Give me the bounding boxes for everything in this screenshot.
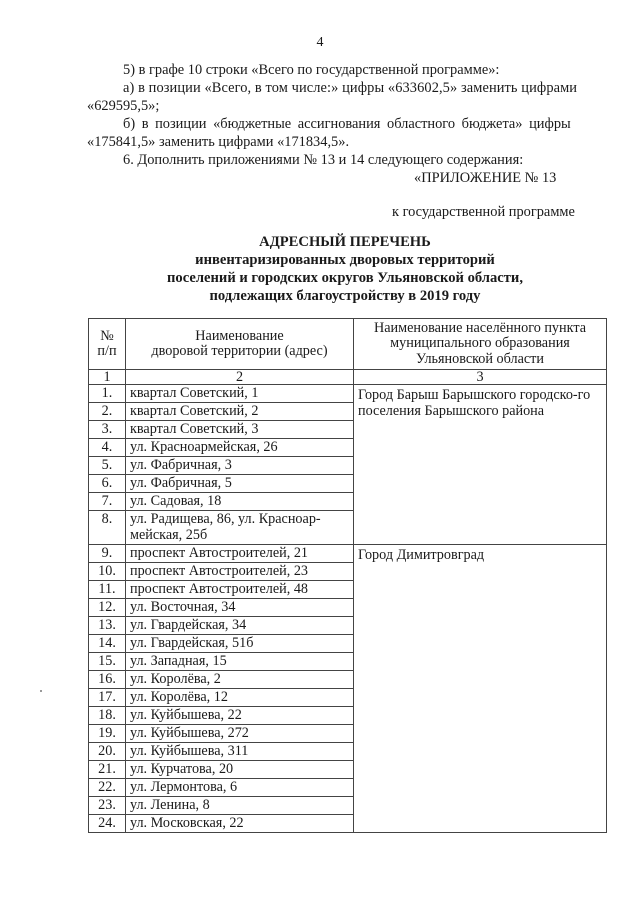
row-address: ул. Радищева, 86, ул. Красноар-мейская, 25б: [126, 511, 354, 545]
row-number: 15.: [89, 653, 126, 671]
row-number: 24.: [89, 815, 126, 833]
row-number: 3.: [89, 421, 126, 439]
header-address: [126, 319, 354, 370]
table-row: [89, 385, 607, 403]
row-number: 21.: [89, 761, 126, 779]
row-address: квартал Советский, 2: [126, 403, 354, 421]
amendment-line-5: «175841,5» заменить цифрами «171834,5».: [87, 134, 350, 150]
amendment-line-2: а) в позиции «Всего, в том числе:» цифры «633602,5» заменить цифрами: [123, 80, 578, 96]
row-number: 8.: [89, 511, 126, 545]
table-body: [89, 385, 607, 833]
title-line-4: подлежащих благоустройству в 2019 году: [209, 288, 481, 304]
row-number: 12.: [89, 599, 126, 617]
row-address: проспект Автостроителей, 21: [126, 545, 354, 563]
row-number: 7.: [89, 493, 126, 511]
header-number-abbr: п/п: [97, 343, 117, 359]
appendix-subtitle: к государственной программе: [392, 204, 575, 220]
header-locality: [354, 319, 607, 370]
page-number: 4: [316, 35, 324, 50]
header-address-line1: Наименование: [195, 327, 284, 344]
row-number: 13.: [89, 617, 126, 635]
row-address: ул. Московская, 22: [126, 815, 354, 833]
row-locality: Город Димитровград: [354, 545, 607, 833]
row-address: ул. Лермонтова, 6: [126, 779, 354, 797]
header-locality-line3: Ульяновской области: [416, 350, 544, 367]
row-locality: Город Барыш Барышского городско-го поселения Барышского района: [354, 385, 607, 545]
row-address: ул. Восточная, 34: [126, 599, 354, 617]
row-number: 19.: [89, 725, 126, 743]
row-number: 5.: [89, 457, 126, 475]
row-address: ул. Западная, 15: [126, 653, 354, 671]
header-locality-line2: муниципального образования: [390, 335, 570, 352]
title-line-3: поселений и городских округов Ульяновской области,: [167, 270, 523, 286]
row-address: ул. Садовая, 18: [126, 493, 354, 511]
row-address: квартал Советский, 3: [126, 421, 354, 439]
scan-speck: [40, 690, 42, 692]
column-number-2: 2: [126, 370, 354, 385]
address-table: [88, 318, 607, 833]
title-line-2: инвентаризированных дворовых территорий: [195, 252, 495, 268]
amendment-line-1: 5) в графе 10 строки «Всего по государственной программе»:: [123, 62, 500, 78]
amendment-line-3: «629595,5»;: [87, 98, 160, 114]
header-address-line2: дворовой территории (адрес): [151, 343, 328, 359]
row-number: 20.: [89, 743, 126, 761]
row-number: 11.: [89, 581, 126, 599]
row-address: ул. Курчатова, 20: [126, 761, 354, 779]
row-number: 14.: [89, 635, 126, 653]
appendix-label: «ПРИЛОЖЕНИЕ № 13: [414, 170, 557, 186]
row-address: ул. Ленина, 8: [126, 797, 354, 815]
row-address: ул. Королёва, 12: [126, 689, 354, 707]
row-number: 10.: [89, 563, 126, 581]
header-number: [89, 319, 126, 370]
column-number-3: 3: [354, 370, 607, 385]
row-number: 4.: [89, 439, 126, 457]
row-address: квартал Советский, 1: [126, 385, 354, 403]
row-number: 2.: [89, 403, 126, 421]
row-number: 9.: [89, 545, 126, 563]
column-number-1: 1: [89, 370, 126, 385]
row-number: 17.: [89, 689, 126, 707]
row-address: проспект Автостроителей, 48: [126, 581, 354, 599]
row-number: 23.: [89, 797, 126, 815]
row-number: 6.: [89, 475, 126, 493]
row-address: ул. Куйбышева, 22: [126, 707, 354, 725]
column-number-row: [89, 370, 607, 385]
title-line-1: АДРЕСНЫЙ ПЕРЕЧЕНЬ: [259, 234, 431, 250]
row-address: ул. Куйбышева, 311: [126, 743, 354, 761]
row-address: ул. Королёва, 2: [126, 671, 354, 689]
row-number: 1.: [89, 385, 126, 403]
header-number-symbol: №: [100, 327, 114, 344]
table-row: [89, 545, 607, 563]
row-address: ул. Гвардейская, 51б: [126, 635, 354, 653]
row-address: ул. Гвардейская, 34: [126, 617, 354, 635]
amendment-line-4: б) в позиции «бюджетные ассигнования областного бюджета» цифры: [123, 116, 571, 132]
header-locality-line1: Наименование населённого пункта: [373, 319, 586, 336]
table-header-row: [89, 319, 607, 370]
row-number: 18.: [89, 707, 126, 725]
row-address: проспект Автостроителей, 23: [126, 563, 354, 581]
row-address: ул. Куйбышева, 272: [126, 725, 354, 743]
row-address: ул. Фабричная, 5: [126, 475, 354, 493]
row-address: ул. Красноармейская, 26: [126, 439, 354, 457]
amendment-line-6: 6. Дополнить приложениями № 13 и 14 следующего содержания:: [123, 152, 524, 168]
row-address: ул. Фабричная, 3: [126, 457, 354, 475]
row-number: 16.: [89, 671, 126, 689]
row-number: 22.: [89, 779, 126, 797]
